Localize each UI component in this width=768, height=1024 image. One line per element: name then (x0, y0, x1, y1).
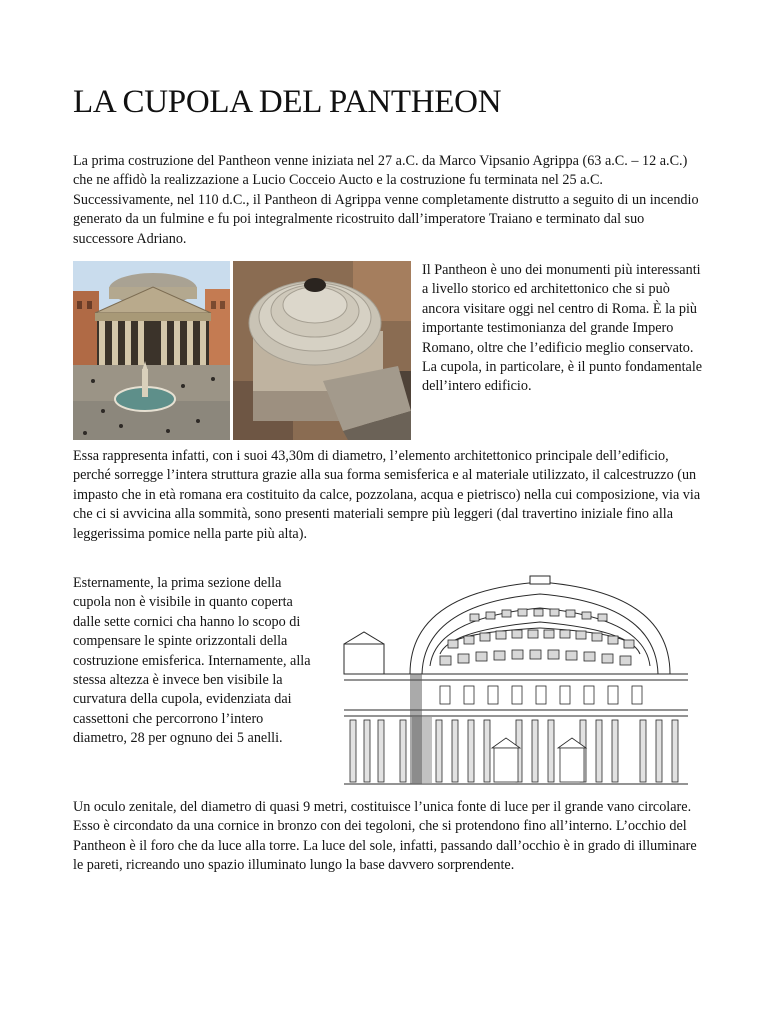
paragraph-monument: Il Pantheon è uno dei monumenti più interessanti a livello storico ed architettonico che si può ancora visitare oggi nel centro di Roma. È la più importante testimonianza del grande Impero Romano, oltre che l’edificio meglio conservato. La cupola, in particolare, è il punto fondamentale dell’intero edificio. (422, 262, 703, 395)
pantheon-section-drawing (340, 570, 692, 792)
paragraph-oculus: Un oculo zenitale, del diametro di quasi 9 metri, costituisce l’unica fonte di luce per il grande vano circolare. Esso è circondato da una cornice in bronzo con dei tegoloni, che si protendono fino all’interno. L’occhio del Pantheon è il foro che da luce alla torre. La luce del sole, infatti, passando dall’occhio è in grado di illuminare le pareti, ricreando uno spazio illuminato lungo la base davvero sorprendente. (73, 799, 697, 874)
paragraph-exterior: Esternamente, la prima sezione della cupola non è visibile in quanto coperta dalle sette cornici cha hanno lo scopo di compensare le spinte orizzontali della costruzione emisferica. Internamente, alla stessa altezza è invece ben visibile la curvatura della cupola, evidenziata dai cassettoni che percorrono l’intero diametro, 28 per ognuno dei 5 anelli. (73, 575, 311, 747)
paragraph-history: La prima costruzione del Pantheon venne iniziata nel 27 a.C. da Marco Vipsanio Agrippa (63 a.C. – 12 a.C.) che ne affidò la realizzazione a Lucio Cocceio Aucto e la costruzione fu terminata nel 25 a.C. Successivamente, nel 110 d.C., il Pantheon di Agrippa venne completamente distrutto a seguito di un incendio generato da un fulmine e fu poi integralmente ricostruito dall’imperatore Traiano e terminato dal suo successore Adriano. (73, 153, 699, 247)
pantheon-facade-photo (73, 261, 230, 440)
paragraph-structure: Essa rappresenta infatti, con i suoi 43,30m di diametro, l’elemento architettonico principale dell’edificio, perché sorregge l’intera struttura grazie alla sua forma semisferica e al materiale utilizzato, il calcestruzzo (un impasto che in età romana era costituito da calce, pozzolana, acqua e pietrisco) nella cui composizione, via via che ci si avvicina alla sommità, sono presenti materiali sempre più leggeri (dal travertino iniziale fino alla leggerissima pomice nella parte più alta). (73, 448, 701, 542)
page-title: LA CUPOLA DEL PANTHEON (73, 84, 502, 120)
pantheon-aerial-photo (233, 261, 411, 440)
